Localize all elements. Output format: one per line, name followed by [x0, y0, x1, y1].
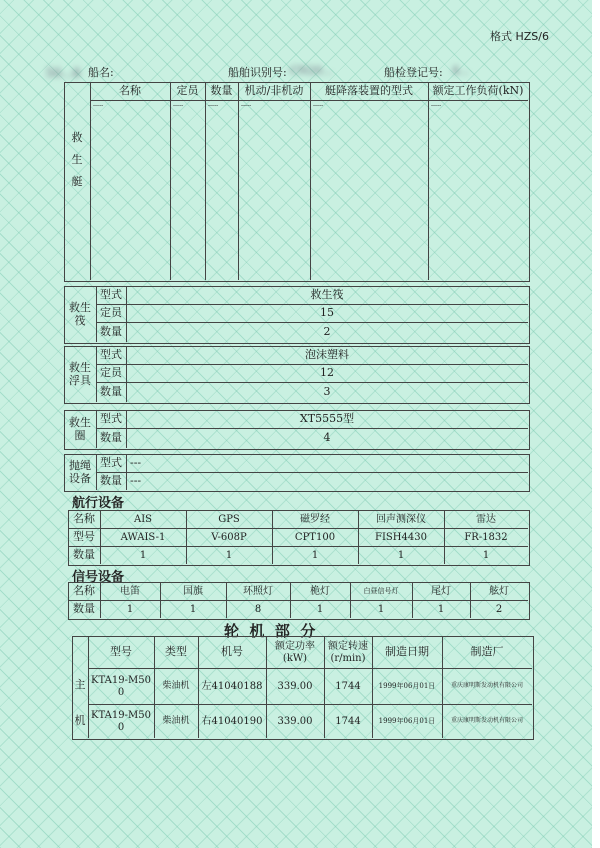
lifebuoy-label: 救生 圈 — [69, 415, 91, 442]
lifeboat-header-capacity: 定员 — [176, 84, 199, 98]
signal-qty: 1 — [377, 603, 385, 615]
lifeboat-header-launch: 艇降落装置的型式 — [325, 84, 413, 98]
line-throwing-type-label: 型式 — [100, 456, 122, 470]
nav-model: CPT100 — [294, 531, 336, 543]
ship-id-label: 船舶识别号: — [228, 66, 287, 79]
engine-date: 1999年06月01日 — [378, 682, 436, 691]
buoyant-capacity-label: 定员 — [100, 366, 122, 380]
engine-number: 右41040190 — [201, 715, 263, 727]
lifeboat-dash: ----- — [313, 102, 324, 109]
buoyant-type-value: 泡沫塑料 — [305, 348, 349, 362]
liferaft-qty-label: 数量 — [100, 324, 122, 338]
engine-maker: 重庆康明斯发动机有限公司 — [450, 717, 523, 725]
buoyant-qty-label: 数量 — [100, 384, 122, 398]
lifeboat-header-qty: 数量 — [210, 84, 233, 98]
nav-row-label-qty: 数量 — [73, 548, 95, 562]
engine-header-model: 型号 — [110, 645, 132, 659]
buoyant-capacity-value: 12 — [320, 366, 334, 380]
ship-id-value: CN20... — [290, 64, 333, 77]
engine-power: 339.00 — [277, 680, 313, 692]
reg-no-value: 4... — [452, 64, 470, 77]
engine-maker: 重庆康明斯发动机有限公司 — [450, 682, 523, 690]
nav-model: FISH4430 — [375, 531, 427, 543]
signal-title: 信号设备 — [72, 570, 125, 585]
nav-name: 回声测深仪 — [376, 513, 426, 525]
lifeboat-dash: ----- — [431, 102, 442, 109]
signal-name: 环照灯 — [243, 585, 273, 597]
engine-header-maker: 制造厂 — [470, 645, 504, 659]
signal-qty: 2 — [495, 603, 503, 615]
nav-qty: 1 — [397, 549, 405, 561]
lifeboat-dash: ----- — [241, 102, 252, 109]
nav-qty: 1 — [482, 549, 490, 561]
lifeboat-header-powered: 机动/非机动 — [244, 84, 304, 98]
engine-model: KTA19-M500 — [91, 675, 151, 698]
liferaft-type-label: 型式 — [100, 288, 122, 302]
nav-row-label-model: 型号 — [73, 530, 95, 544]
engine-header-power: 额定功率(kW) — [275, 641, 315, 664]
signal-row-label-name: 名称 — [73, 584, 95, 598]
ship-name-label: 船名: — [88, 66, 114, 79]
line-throwing-type-value: --- — [130, 456, 142, 470]
engine-type: 柴油机 — [162, 681, 190, 692]
lifebuoy-qty-value: 4 — [323, 430, 331, 444]
engine-header-type: 类型 — [165, 645, 187, 659]
nav-model: FR-1832 — [464, 531, 508, 543]
buoyant-qty-value: 3 — [323, 384, 331, 398]
lifebuoy-type-value: XT5555型 — [299, 412, 355, 426]
line-throwing-qty-value: --- — [130, 474, 142, 488]
signal-name: 白昼信号灯 — [363, 587, 399, 596]
nav-name: AIS — [133, 513, 153, 525]
nav-name: 磁罗经 — [300, 513, 330, 525]
signal-qty: 1 — [189, 603, 197, 615]
signal-name: 舷灯 — [489, 585, 509, 597]
liferaft-qty-value: 2 — [323, 324, 331, 338]
ship-number-stamp: 50...8 — [46, 66, 81, 80]
liferaft-capacity-value: 15 — [320, 306, 334, 320]
signal-name: 尾灯 — [431, 585, 451, 597]
buoyant-label: 救生 浮具 — [69, 360, 91, 387]
nav-qty: 1 — [139, 549, 147, 561]
nav-model: AWAIS-1 — [120, 531, 166, 543]
signal-name: 电笛 — [120, 585, 140, 597]
engine-title: 轮 机 部 分 — [224, 622, 316, 640]
lifeboat-dash: ----- — [173, 102, 184, 109]
lifebuoy-type-label: 型式 — [100, 412, 122, 426]
engine-speed: 1744 — [335, 680, 361, 692]
engine-number: 左41040188 — [201, 680, 263, 692]
reg-no-label: 船检登记号: — [384, 66, 443, 79]
engine-header-date: 制造日期 — [385, 645, 429, 659]
engine-header-number: 机号 — [221, 645, 243, 659]
navigation-title: 航行设备 — [72, 496, 125, 511]
nav-model: V-608P — [211, 531, 247, 543]
engine-model: KTA19-M500 — [91, 710, 151, 733]
signal-qty: 1 — [126, 603, 134, 615]
engine-speed: 1744 — [335, 715, 361, 727]
nav-name: 雷达 — [476, 513, 496, 525]
nav-name: GPS — [218, 513, 240, 525]
signal-name: 国旗 — [183, 585, 203, 597]
engine-power: 339.00 — [277, 715, 313, 727]
lifeboat-header-load: 额定工作负荷(kN) — [432, 84, 524, 98]
signal-name: 桅灯 — [310, 585, 330, 597]
engine-date: 1999年06月01日 — [378, 717, 436, 726]
main-engine-label: 主 机 — [74, 678, 86, 727]
liferaft-label: 救生 筏 — [69, 300, 91, 327]
nav-qty: 1 — [311, 549, 319, 561]
form-code: 格式 HZS/6 — [490, 30, 549, 43]
line-throwing-qty-label: 数量 — [100, 474, 122, 488]
engine-header-speed: 额定转速(r/min) — [328, 641, 368, 664]
signal-qty: 8 — [254, 603, 262, 615]
lifeboat-dash: ----- — [93, 102, 104, 109]
lifeboat-table — [64, 82, 530, 282]
liferaft-capacity-label: 定员 — [100, 306, 122, 320]
engine-type: 柴油机 — [162, 716, 190, 727]
lifeboat-header-name: 名称 — [119, 84, 141, 98]
line-throwing-label: 抛绳 设备 — [69, 458, 91, 485]
signal-qty: 1 — [437, 603, 445, 615]
buoyant-type-label: 型式 — [100, 348, 122, 362]
signal-row-label-qty: 数量 — [73, 602, 95, 616]
lifebuoy-qty-label: 数量 — [100, 430, 122, 444]
nav-row-label-name: 名称 — [73, 512, 95, 526]
signal-qty: 1 — [316, 603, 324, 615]
lifeboat-dash: ----- — [208, 102, 219, 109]
nav-qty: 1 — [225, 549, 233, 561]
liferaft-type-value: 救生筏 — [310, 288, 344, 302]
lifeboat-label: 救 生 艇 — [71, 131, 83, 188]
